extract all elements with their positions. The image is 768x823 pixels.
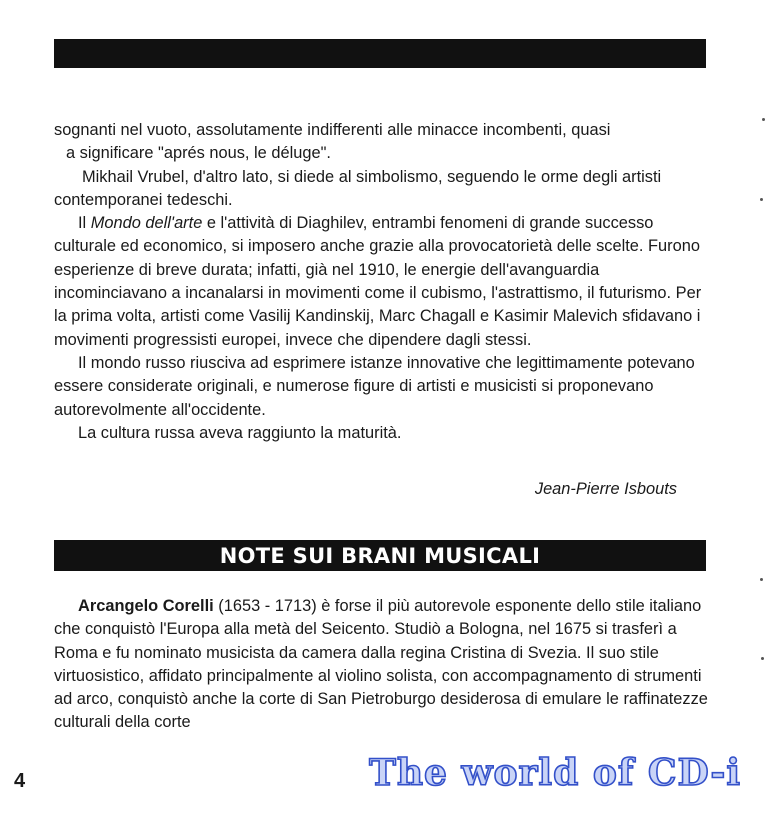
header-bar [54, 39, 706, 68]
paragraph-mondo-arte [54, 212, 714, 352]
author-signature: Jean-Pierre Isbouts [534, 480, 677, 498]
mondo-rest: e l'attività di Diaghilev, entrambi fenomeni di grande successo culturale ed economico, si imposero anche grazie alla provocatorietà delle scelte. Furono esperienze di breve durata; infatti, già nel 1910, le energie dell'avanguardia incominciavano a incanalarsi in movimenti come il cubismo, l'astrattismo, il futurismo. Per la prima volta, artisti come Vasilij Kandinskij, Marc Chagall e Kasimir Malevich sfidavano i movimenti progressisti europei, invece che dipendere dagli stessi. [54, 214, 702, 349]
line-1: sognanti nel vuoto, assolutamente indifferenti alle minacce incombenti, quasi [54, 121, 611, 139]
mondo-title: Mondo dell'arte [90, 214, 203, 233]
margin-mark [761, 657, 764, 660]
paragraph-vrubel: Mikhail Vrubel, d'altro lato, si diede al simbolismo, seguendo le orme degli artisti contemporanei tedeschi. [54, 167, 662, 209]
mondo-prefix: Il [78, 214, 91, 233]
composer-name: Arcangelo Corelli [78, 597, 214, 615]
paragraph-mondo-russo: Il mondo russo riusciva ad esprimere istanze innovative che legittimamente potevano essere considerate originali, e numerose figure di artisti e musicisti si proponevano autorevolmente all'occidente. [54, 353, 695, 419]
paragraph-continuation [54, 119, 714, 166]
page-number: 4 [14, 770, 26, 792]
paragraph-corelli [54, 595, 714, 735]
article-body [54, 119, 714, 445]
section-title: NOTE SUI BRANI MUSICALI [219, 543, 541, 568]
line-2: a significare "aprés nous, le déluge". [66, 144, 331, 163]
watermark-logo: The world of CD-i [369, 752, 741, 794]
corelli-text: (1653 - 1713) è forse il più autorevole esponente dello stile italiano che conquistò l'Europa alla metà del Seicento. Studiò a Bologna, nel 1675 si trasferì a Roma e fu nominato musicista da camera dalla regina Cristina di Svezia. Il suo stile virtuosistico, affidato principalmente al violino solista, con accompagnamento di strumenti ad arco, conquistò anche la corte di San Pietroburgo desiderosa di emulare le raffinatezze culturali della corte [54, 597, 708, 732]
notes-body [54, 595, 714, 735]
margin-mark [760, 578, 763, 581]
paragraph-cultura: La cultura russa aveva raggiunto la maturità. [78, 423, 402, 442]
section-header [54, 540, 706, 571]
margin-mark [760, 198, 763, 201]
margin-mark [762, 118, 765, 121]
